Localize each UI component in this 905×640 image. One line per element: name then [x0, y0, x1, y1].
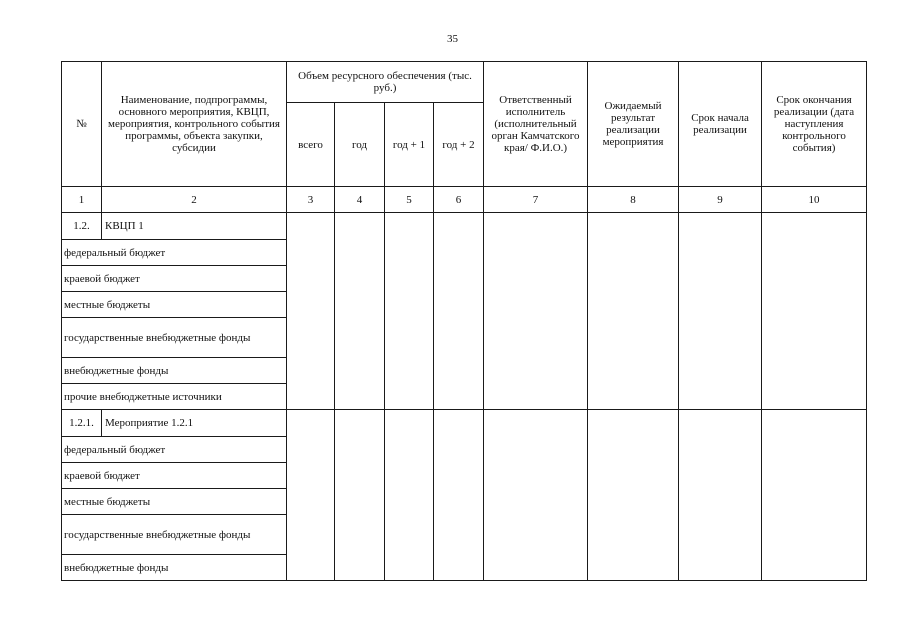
funding-source-label: краевой бюджет — [62, 266, 287, 292]
data-executor-cell — [484, 213, 588, 410]
data-executor-cell — [484, 410, 588, 581]
header-executor: Ответственный исполнитель (исполнительный орган Камчатского края/ Ф.И.О.) — [484, 62, 588, 187]
group-name: КВЦП 1 — [102, 213, 287, 240]
column-number: 5 — [385, 187, 434, 213]
column-number: 9 — [679, 187, 762, 213]
group-row — [62, 213, 867, 240]
header-result — [588, 62, 679, 187]
header-end: Срок окончания реализации (дата наступления контрольного события) — [762, 62, 867, 187]
funding-source-label: прочие внебюджетные источники — [62, 384, 287, 410]
header-resources-text: Объем ресурсного обеспечения (тыс. руб.) — [298, 70, 472, 94]
header-number: № — [62, 62, 102, 187]
data-year-cell — [335, 410, 385, 581]
group-code: 1.2.1. — [62, 410, 102, 437]
group-code: 1.2. — [62, 213, 102, 240]
data-result-cell — [588, 410, 679, 581]
data-year-plus-2-cell — [434, 213, 484, 410]
header-year-plus-2: год + 2 — [434, 103, 484, 187]
header-start-text: Срок начала реализации — [691, 112, 749, 136]
column-number: 4 — [335, 187, 385, 213]
funding-source-label: федеральный бюджет — [62, 437, 287, 463]
header-year: год — [335, 103, 385, 187]
header-year-plus-1: год + 1 — [385, 103, 434, 187]
data-total-cell — [287, 213, 335, 410]
column-number: 10 — [762, 187, 867, 213]
header-name-text: Наименование, подпрограммы, основного мероприятия, КВЦП, мероприятия, контрольного события программы, объекта закупки, субсидии — [108, 94, 280, 154]
data-year-plus-1-cell — [385, 213, 434, 410]
column-number: 8 — [588, 187, 679, 213]
data-start-cell — [679, 410, 762, 581]
group-row — [62, 410, 867, 437]
header-start — [679, 62, 762, 187]
data-start-cell — [679, 213, 762, 410]
header-resources — [287, 62, 484, 103]
funding-source-label: государственные внебюджетные фонды — [62, 318, 287, 358]
funding-source-label: краевой бюджет — [62, 463, 287, 489]
funding-source-label: местные бюджеты — [62, 489, 287, 515]
page-number: 35 — [447, 33, 458, 45]
column-number-row — [62, 187, 867, 213]
data-year-plus-1-cell — [385, 410, 434, 581]
column-number: 2 — [102, 187, 287, 213]
header-name — [102, 62, 287, 187]
funding-source-label: федеральный бюджет — [62, 240, 287, 266]
resource-table — [61, 61, 867, 581]
column-number: 3 — [287, 187, 335, 213]
header-total: всего — [287, 103, 335, 187]
funding-source-label: государственные внебюджетные фонды — [62, 515, 287, 555]
data-total-cell — [287, 410, 335, 581]
column-number: 6 — [434, 187, 484, 213]
data-end-cell — [762, 213, 867, 410]
column-number: 1 — [62, 187, 102, 213]
column-number: 7 — [484, 187, 588, 213]
funding-source-label: местные бюджеты — [62, 292, 287, 318]
data-result-cell — [588, 213, 679, 410]
data-year-plus-2-cell — [434, 410, 484, 581]
funding-source-label: внебюджетные фонды — [62, 358, 287, 384]
data-year-cell — [335, 213, 385, 410]
group-name: Мероприятие 1.2.1 — [102, 410, 287, 437]
data-end-cell — [762, 410, 867, 581]
header-result-text: Ожидаемый результат реализации мероприятия — [602, 100, 664, 148]
funding-source-label: внебюджетные фонды — [62, 555, 287, 581]
